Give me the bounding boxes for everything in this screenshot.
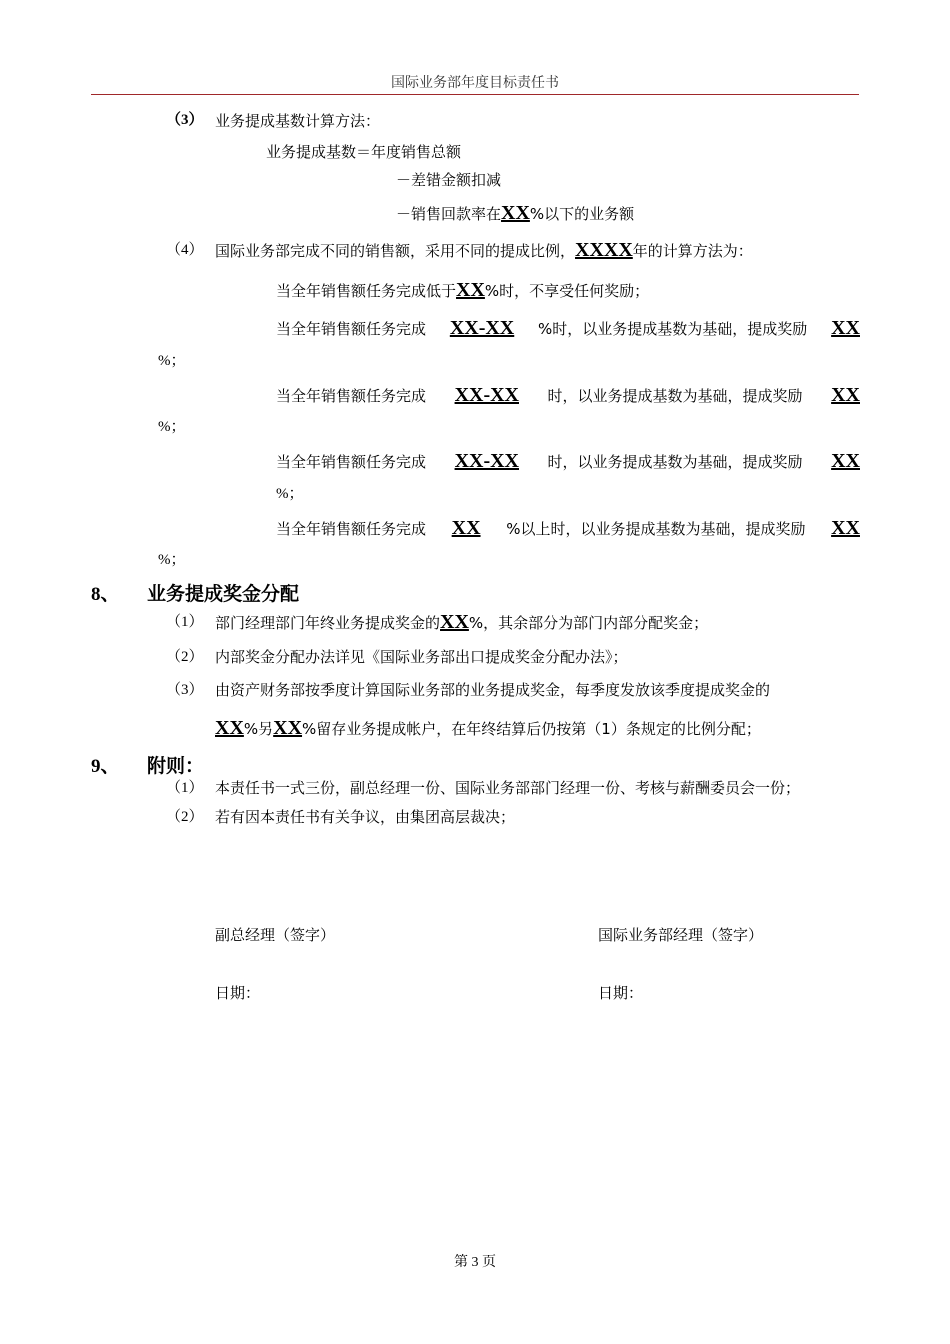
signature-right-date: 日期： — [598, 984, 644, 1002]
item4-intro: 国际业务部完成不同的销售额，采用不同的提成比例，XXXX年的计算方法为： — [215, 239, 753, 261]
formula-line-1: 业务提成基数＝年度销售总额 — [266, 143, 462, 161]
tier-4: 当全年销售额任务完成 XX-XX 时，以业务提成基数为基础，提成奖励 XX — [276, 450, 860, 472]
formula-line-2: －差错金额扣减 — [396, 171, 502, 189]
signature-right-label: 国际业务部经理（签字） — [598, 926, 764, 944]
s8-item1-text: 部门经理部门年终业务提成奖金的XX%，其余部分为部门内部分配奖金； — [215, 611, 709, 633]
s8-item2-text: 内部奖金分配办法详见《国际业务部出口提成奖金分配办法》； — [215, 648, 628, 666]
s8-item2-number: （2） — [166, 649, 204, 665]
s9-item2-number: （2） — [166, 809, 204, 825]
s9-item1-number: （1） — [166, 780, 204, 796]
signature-left-label: 副总经理（签字） — [215, 926, 336, 944]
s9-item1-text: 本责任书一式三份，副总经理一份、国际业务部部门经理一份、考核与薪酬委员会一份； — [215, 779, 801, 797]
page-number: 第 3 页 — [454, 1255, 496, 1270]
section8-number: 8、 — [91, 584, 120, 605]
formula-line-3: －销售回款率在XX%以下的业务额 — [396, 202, 635, 224]
tier-5: 当全年销售额任务完成 XX %以上时，以业务提成基数为基础，提成奖励 XX — [276, 517, 860, 539]
s8-item3-number: （3） — [166, 682, 204, 698]
section9-number: 9、 — [91, 756, 120, 777]
item3-label: 业务提成基数计算方法： — [215, 112, 381, 130]
tier-3: 当全年销售额任务完成 XX-XX 时，以业务提成基数为基础，提成奖励 XX — [276, 384, 860, 406]
tier-5-tail: %； — [158, 552, 186, 568]
section8-title: 业务提成奖金分配 — [147, 583, 300, 605]
page-header-title: 国际业务部年度目标责任书 — [391, 75, 559, 91]
s9-item2-text: 若有因本责任书有关争议，由集团高层裁决； — [215, 808, 516, 826]
tier-1: 当全年销售额任务完成低于XX%时，不享受任何奖励； — [276, 279, 650, 301]
signature-left-date: 日期： — [215, 984, 261, 1002]
tier-4-tail: %； — [276, 486, 304, 502]
item4-number: （4） — [166, 242, 204, 258]
s8-item1-number: （1） — [166, 614, 204, 630]
header-divider — [91, 94, 859, 95]
tier-2: 当全年销售额任务完成 XX-XX %时，以业务提成基数为基础，提成奖励 XX — [276, 317, 860, 339]
section9-title: 附则： — [147, 755, 205, 777]
tier-3-tail: %； — [158, 419, 186, 435]
tier-2-tail: %； — [158, 353, 186, 369]
s8-item3-line2: XX%另XX%留存业务提成帐户，在年终结算后仍按第（1）条规定的比例分配； — [215, 717, 761, 739]
item3-number: （3） — [166, 112, 204, 128]
s8-item3-line1: 由资产财务部按季度计算国际业务部的业务提成奖金，每季度发放该季度提成奖金的 — [215, 681, 771, 699]
